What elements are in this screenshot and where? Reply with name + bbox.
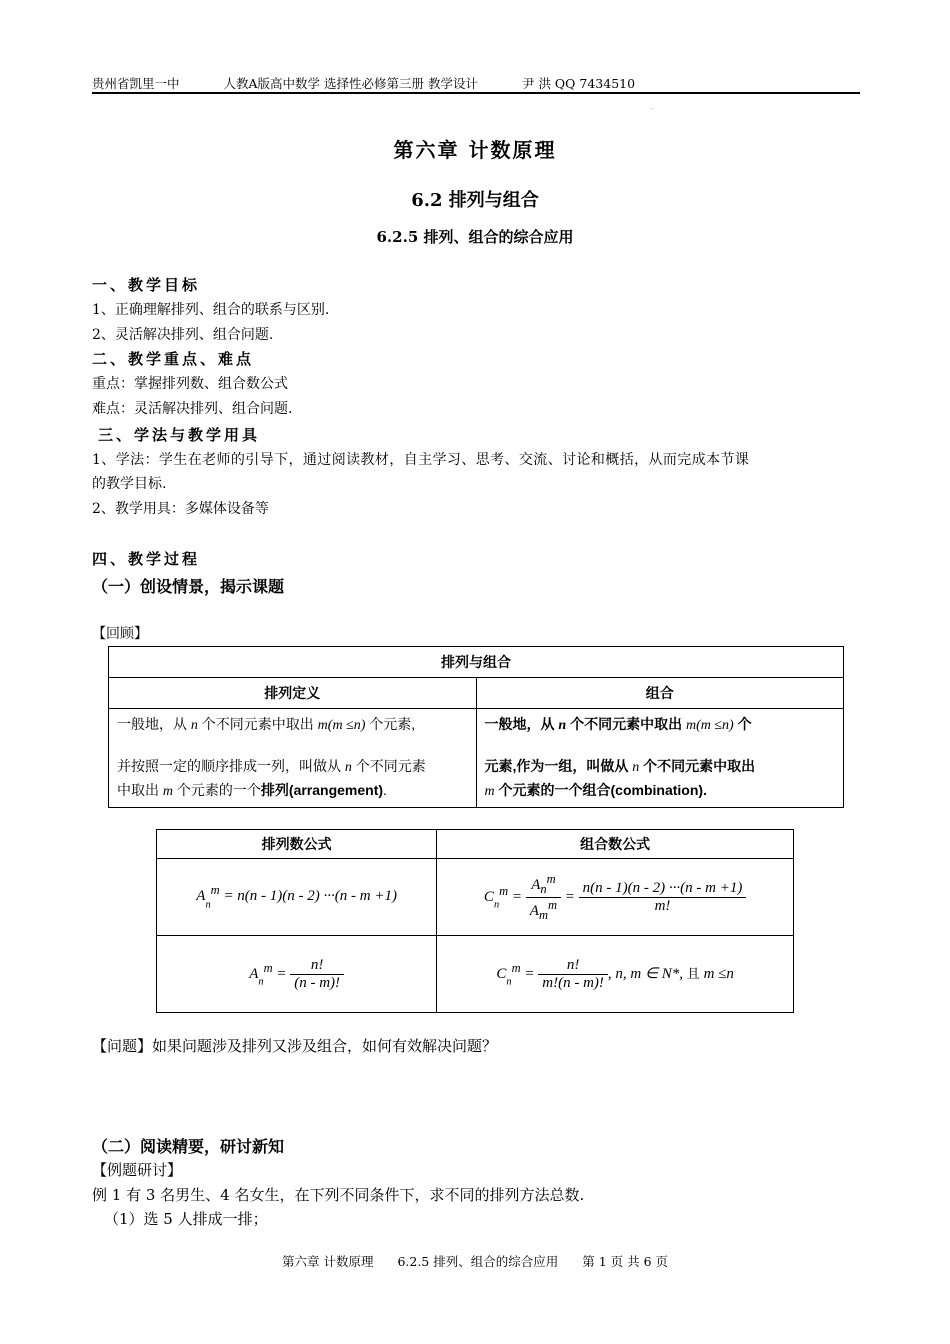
- header-course: 人教A版高中数学 选择性必修第三册 教学设计: [223, 76, 478, 91]
- methods-study-line2: 的教学目标.: [92, 476, 167, 492]
- footer-section: 6.2.5 排列、组合的综合应用: [397, 1254, 559, 1269]
- definitions-col-perm: 排列定义: [109, 678, 477, 709]
- process-part2: （二）阅读精要，研讨新知: [92, 1137, 285, 1156]
- page-footer: [0, 1252, 950, 1270]
- methods-heading: 三、学法与教学用具: [98, 426, 261, 444]
- permutation-definition: 一般地，从 n 个不同元素中取出 m(m ≤n) 个元素, 并按照一定的顺序排成一列，叫做从 n 个不同元素 中取出 m 个元素的一个排列(arrangement).: [109, 709, 477, 808]
- perm-formula-product: $A_{_n}^m = n(n - 1)(n - 2) \cdot\cdot\cdot(n - m +1)$: [157, 859, 437, 936]
- methods-study-line1: 1、学法：学生在老师的引导下，通过阅读教材，自主学习、思考、交流、讨论和概括，从而完成本节课: [92, 452, 750, 468]
- header-divider: [92, 92, 860, 94]
- section-title: 6.2 排列与组合: [411, 190, 539, 211]
- footer-chapter: 第六章 计数原理: [281, 1254, 374, 1269]
- keypoint-focus: 重点：掌握排列数、组合数公式: [92, 376, 288, 392]
- goals-heading: 一、教学目标: [92, 276, 201, 294]
- subsection-title: 6.2.5 排列、组合的综合应用: [376, 228, 574, 246]
- methods-tools: 2、教学用具：多媒体设备等: [92, 501, 269, 517]
- footer-page: 第 1 页 共 6 页: [582, 1254, 668, 1269]
- perm-formula-factorial: $A_{_n}^m$ = $\frac{n!}{(n - m)!}$: [157, 936, 437, 1013]
- definitions-table-title: 排列与组合: [109, 647, 844, 678]
- comb-formula-factorial: $C_{_n}^m$ = $\frac{n!}{m!(n - m)!}$ , n, m ∈ N*, 且 m ≤n: [437, 936, 794, 1013]
- definitions-table: [108, 646, 844, 808]
- page-header: [92, 74, 858, 92]
- decorative-dot: .: [651, 104, 653, 111]
- permutation-term: 排列(arrangement): [260, 782, 384, 798]
- keypoints-heading: 二、教学重点、难点: [92, 350, 255, 368]
- goal-item-2: 2、灵活解决排列、组合问题.: [92, 327, 274, 343]
- question-text: 【问题】如果问题涉及排列又涉及组合，如何有效解决问题？: [92, 1037, 498, 1055]
- example-1-question-1: （1）选 5 人排成一排；: [104, 1210, 268, 1228]
- goal-item-1: 1、正确理解排列、组合的联系与区别.: [92, 302, 330, 318]
- comb-formula-product: $C_{_n}^m$ = $\frac{A_n^m}{A_m^m}$ = $\frac{n(n - 1)(n - 2) \cdot\cdot\cdot(n - m +1)}{m!}$: [437, 859, 794, 936]
- example-label: 【例题研讨】: [92, 1161, 183, 1179]
- chapter-title: 第六章 计数原理: [393, 138, 557, 162]
- combination-definition: 一般地，从 n 个不同元素中取出 m(m ≤n) 个 元素,作为一组，叫做从 n 个不同元素中取出 m 个元素的一个组合(combination).: [476, 709, 844, 808]
- process-part1: （一）创设情景，揭示课题: [92, 577, 285, 596]
- formulas-col-comb: 组合数公式: [437, 830, 794, 859]
- keypoint-difficulty: 难点：灵活解决排列、组合问题.: [92, 401, 293, 417]
- example-1: 例 1 有 3 名男生、4 名女生，在下列不同条件下，求不同的排列方法总数.: [92, 1186, 585, 1204]
- definitions-col-comb: 组合: [476, 678, 844, 709]
- review-label: 【回顾】: [92, 626, 148, 642]
- header-school: 贵州省凯里一中: [92, 76, 180, 91]
- formulas-table: [156, 829, 794, 1013]
- header-author: 尹 洪 QQ 7434510: [521, 76, 636, 91]
- process-heading: 四、教学过程: [92, 550, 201, 568]
- formulas-col-perm: 排列数公式: [157, 830, 437, 859]
